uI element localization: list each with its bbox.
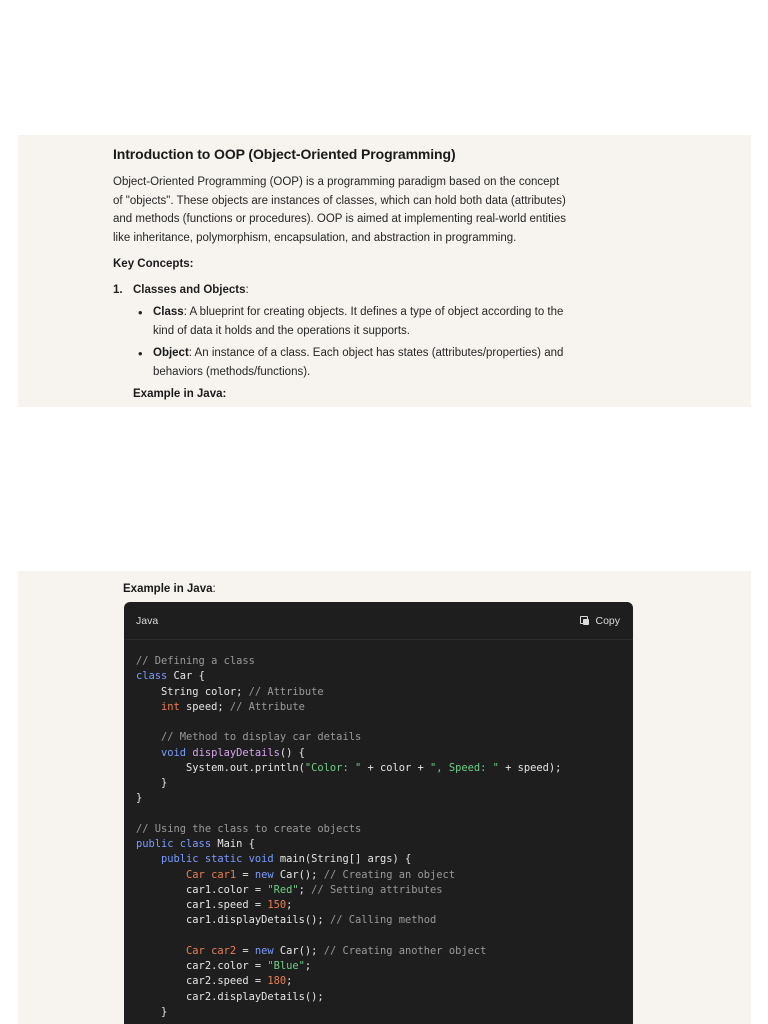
code-line — [136, 852, 561, 867]
code-line — [136, 929, 561, 944]
bullet-term: Object — [153, 347, 189, 359]
code-token: ; — [286, 899, 293, 911]
code-token: Car car1 — [136, 868, 243, 881]
code-line — [136, 974, 561, 989]
code-token: Car car2 — [136, 944, 243, 957]
code-token: // Method to display car details — [136, 731, 362, 744]
concept-bullets — [133, 303, 613, 382]
code-line — [136, 791, 561, 806]
code-token: car2.displayDetails(); — [136, 990, 324, 1003]
code-token: // Calling method — [329, 914, 437, 927]
code-token: // Setting attributes — [311, 883, 443, 896]
intro-content — [113, 145, 613, 403]
example-heading-suffix: : — [212, 583, 216, 595]
code-line — [136, 898, 561, 913]
key-concepts-heading: Key Concepts: — [113, 258, 194, 270]
code-token: class — [136, 670, 174, 683]
bullet-text: kind of data it holds and the operations it supports. — [153, 325, 410, 337]
list-item-classes-objects — [113, 281, 613, 299]
example-heading-text: Example in Java — [123, 583, 213, 595]
code-token: Car(); — [279, 944, 324, 957]
intro-line: like inheritance, polymorphism, encapsulation, and abstraction in programming. — [113, 231, 517, 244]
code-token: () { — [279, 746, 305, 759]
code-token: } — [136, 792, 143, 805]
intro-panel — [18, 135, 751, 407]
intro-line: and methods (functions or procedures). OOP is aimed at implementing real-world entities — [113, 213, 566, 225]
code-line — [136, 837, 561, 852]
bullet-text: : An instance of a class. Each object has states (attributes/properties) and — [188, 347, 564, 359]
page-title: Introduction to OOP (Object-Oriented Programming) — [113, 146, 456, 162]
code-token: 180 — [267, 975, 287, 988]
code-token: // Attribute — [229, 700, 305, 713]
bullet-object — [133, 344, 613, 382]
code-language-label: Java — [136, 614, 159, 627]
code-line — [136, 715, 561, 730]
code-token: car2.color = — [136, 960, 268, 972]
code-token: ; — [286, 975, 293, 988]
code-token: // Defining a class — [136, 655, 255, 667]
intro-line: of "objects". These objects are instances of classes, which can hold both data (attributes) — [113, 194, 566, 207]
code-token: // Creating an object — [323, 868, 456, 881]
intro-paragraph — [113, 173, 613, 247]
intro-line: Object-Oriented Programming (OOP) is a programming paradigm based on the concept — [113, 176, 560, 188]
code-content — [136, 654, 561, 1020]
code-token: 150 — [267, 899, 287, 911]
code-line — [136, 761, 561, 776]
code-token: ; — [298, 883, 312, 896]
copy-button[interactable] — [580, 615, 620, 627]
bullet-class — [133, 303, 613, 341]
code-line — [136, 990, 561, 1005]
code-line — [136, 868, 561, 883]
code-token: public class — [136, 838, 218, 850]
code-token: + color + — [361, 761, 431, 774]
code-token: void — [136, 746, 193, 759]
list-item-suffix: : — [245, 284, 249, 296]
code-token: } — [136, 777, 168, 789]
code-token: ", Speed: " — [430, 761, 499, 774]
code-token: } — [136, 1005, 168, 1018]
code-line — [136, 822, 561, 837]
code-line — [136, 776, 561, 791]
code-token: Car { — [173, 670, 205, 683]
code-token: Car(); — [279, 868, 324, 881]
code-line — [136, 944, 561, 959]
code-line — [136, 685, 561, 700]
code-line — [136, 883, 561, 898]
code-token: "Blue" — [267, 960, 305, 972]
code-token: displayDetails — [192, 746, 280, 759]
code-line — [136, 654, 561, 669]
code-token: Main { — [217, 838, 255, 850]
code-token: car1.speed = — [136, 899, 268, 911]
code-token: int — [136, 700, 187, 713]
code-line — [136, 959, 561, 974]
code-token: speed; — [186, 700, 230, 713]
code-token: ; — [304, 960, 312, 972]
code-token: // Creating another object — [323, 944, 487, 957]
code-line — [136, 1005, 561, 1020]
code-token: new — [254, 868, 280, 881]
code-token: System.out.println( — [136, 761, 305, 774]
code-token: car1.displayDetails(); — [136, 914, 330, 927]
code-token: car2.speed = — [136, 975, 268, 988]
bullet-term: Class — [153, 306, 184, 318]
code-token: String color; — [136, 685, 249, 698]
code-token: "Red" — [267, 883, 299, 896]
list-item-label: Classes and Objects — [133, 284, 246, 296]
code-line — [136, 730, 561, 745]
code-line — [136, 807, 561, 822]
copy-label: Copy — [595, 614, 620, 627]
code-line — [136, 746, 561, 761]
example-heading: Example in Java: — [133, 388, 227, 400]
bullet-text: : A blueprint for creating objects. It defines a type of object according to the — [183, 306, 564, 318]
code-block — [124, 602, 633, 1024]
bullet-text: behaviors (methods/functions). — [153, 366, 311, 378]
code-token: main(String[] args) { — [279, 853, 412, 866]
code-line — [136, 913, 561, 928]
code-line — [136, 669, 561, 684]
code-token: car1.color = — [136, 883, 268, 896]
code-line — [136, 700, 561, 715]
code-token: public static void — [136, 853, 280, 866]
code-panel — [18, 571, 751, 1024]
code-token: = — [242, 868, 255, 881]
code-token: // Attribute — [248, 685, 324, 698]
list-number: 1. — [113, 284, 123, 296]
code-token: // Using the class to create objects — [136, 822, 362, 835]
code-token: = — [242, 944, 255, 957]
code-header — [124, 602, 633, 640]
code-token: + speed); — [498, 761, 562, 774]
copy-icon — [580, 616, 590, 626]
code-token: new — [254, 944, 280, 957]
example-heading — [123, 583, 216, 595]
code-token: "Color: " — [304, 761, 362, 774]
